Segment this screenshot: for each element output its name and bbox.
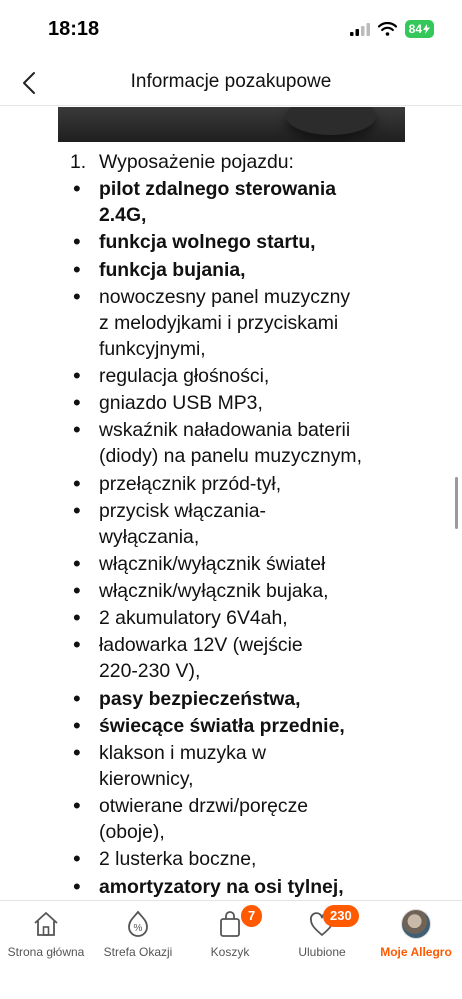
list-item-text: otwierane drzwi/poręcze (oboje), bbox=[99, 795, 309, 844]
list-item-text: włącznik/wyłącznik bujaka, bbox=[99, 580, 329, 603]
list-item bbox=[0, 284, 462, 362]
status-bar bbox=[0, 0, 462, 60]
tab-deals-label: Strefa Okazji bbox=[103, 945, 173, 959]
bullet-marker: • bbox=[73, 176, 81, 202]
list-item bbox=[0, 740, 462, 792]
battery-indicator bbox=[405, 20, 434, 38]
list-item bbox=[0, 605, 462, 631]
bullet-marker: • bbox=[73, 256, 81, 282]
bullet-marker: • bbox=[73, 550, 81, 576]
list-item-text: 2 lusterka boczne, bbox=[99, 848, 257, 871]
svg-text:%: % bbox=[133, 923, 143, 934]
list-item bbox=[0, 874, 462, 900]
bullet-marker: • bbox=[73, 846, 81, 872]
equipment-heading bbox=[0, 149, 462, 175]
list-item bbox=[0, 632, 462, 684]
equipment-heading-text: Wyposażenie pojazdu: bbox=[99, 151, 294, 173]
list-item bbox=[0, 257, 462, 283]
equipment-list bbox=[0, 149, 462, 900]
tab-cart[interactable] bbox=[184, 901, 276, 971]
battery-level: 84 bbox=[408, 22, 422, 36]
list-item bbox=[0, 713, 462, 739]
status-time: 18:18 bbox=[48, 18, 100, 40]
tab-deals[interactable] bbox=[92, 901, 184, 971]
list-item bbox=[0, 498, 462, 550]
list-item-text: gniazdo USB MP3, bbox=[99, 392, 263, 415]
bullet-marker: • bbox=[73, 605, 81, 631]
list-item bbox=[0, 176, 462, 228]
percent-tag-icon bbox=[123, 909, 153, 939]
list-item-text: przełącznik przód-tył, bbox=[99, 472, 282, 495]
list-item bbox=[0, 551, 462, 577]
bullet-marker: • bbox=[73, 362, 81, 388]
list-item bbox=[0, 471, 462, 497]
list-item-text: włącznik/wyłącznik świateł bbox=[99, 552, 326, 575]
list-item-text: wskaźnik naładowania baterii (diody) na panelu muzycznym, bbox=[99, 419, 362, 468]
bullet-marker: • bbox=[73, 497, 81, 523]
bullet-marker: • bbox=[73, 793, 81, 819]
post-purchase-info-content[interactable] bbox=[0, 107, 462, 900]
list-item-text: amortyzatory na osi tylnej, bbox=[99, 875, 344, 898]
favorites-count-badge: 230 bbox=[323, 905, 359, 927]
list-item-text: funkcja bujania, bbox=[99, 258, 246, 281]
list-item-text: ładowarka 12V (wejście 220-230 V), bbox=[99, 634, 303, 683]
list-item bbox=[0, 578, 462, 604]
tab-bar bbox=[0, 900, 462, 999]
tab-account[interactable] bbox=[370, 901, 462, 971]
page-title: Informacje pozakupowe bbox=[130, 71, 332, 92]
tab-home-label: Strona główna bbox=[7, 945, 85, 959]
bullet-marker: • bbox=[73, 470, 81, 496]
list-item bbox=[0, 390, 462, 416]
tab-account-label: Moje Allegro bbox=[380, 945, 452, 959]
list-item-text: pasy bezpieczeństwa, bbox=[99, 687, 301, 710]
list-item bbox=[0, 229, 462, 255]
tab-home[interactable] bbox=[0, 901, 92, 971]
list-item bbox=[0, 793, 462, 845]
list-item-text: świecące światła przednie, bbox=[99, 714, 345, 737]
charging-bolt-icon bbox=[423, 24, 430, 34]
bullet-marker: • bbox=[73, 740, 81, 765]
tab-favorites-label: Ulubione bbox=[298, 945, 346, 959]
bullet-marker: • bbox=[73, 873, 81, 899]
bullet-marker: • bbox=[73, 685, 81, 711]
list-item bbox=[0, 846, 462, 872]
avatar bbox=[401, 909, 431, 939]
wifi-icon bbox=[378, 22, 397, 36]
product-image bbox=[58, 107, 405, 142]
list-item bbox=[0, 686, 462, 712]
bullet-marker: • bbox=[73, 578, 81, 604]
bullet-marker: • bbox=[73, 712, 81, 738]
home-icon bbox=[31, 909, 61, 939]
list-item-text: funkcja wolnego startu, bbox=[99, 231, 316, 254]
bullet-marker: • bbox=[73, 417, 81, 443]
signal-icon bbox=[350, 23, 370, 36]
list-item-text: nowoczesny panel muzyczny z melodyjkami i przyciskami funkcyjnymi, bbox=[99, 285, 351, 360]
status-icons bbox=[350, 20, 434, 38]
list-item-text: 2 akumulatory 6V4ah, bbox=[99, 607, 288, 630]
bullet-marker: • bbox=[73, 229, 81, 255]
list-item-text: regulacja głośności, bbox=[99, 364, 270, 387]
bullet-marker: • bbox=[73, 632, 81, 658]
list-item bbox=[0, 363, 462, 389]
tab-favorites[interactable] bbox=[276, 901, 368, 971]
bullet-marker: • bbox=[73, 390, 81, 416]
list-item-text: przycisk włączania- wyłączania, bbox=[99, 499, 267, 548]
list-item-text: pilot zdalnego sterowania 2.4G, bbox=[99, 178, 337, 227]
list-item bbox=[0, 417, 462, 469]
list-item-text: klakson i muzyka w kierownicy, bbox=[99, 742, 267, 790]
nav-bar bbox=[0, 60, 462, 106]
scrollbar[interactable] bbox=[455, 477, 458, 529]
list-number: 1. bbox=[70, 151, 87, 173]
cart-count-badge: 7 bbox=[241, 905, 262, 927]
tab-cart-label: Koszyk bbox=[210, 945, 250, 959]
bullet-marker: • bbox=[73, 283, 81, 309]
